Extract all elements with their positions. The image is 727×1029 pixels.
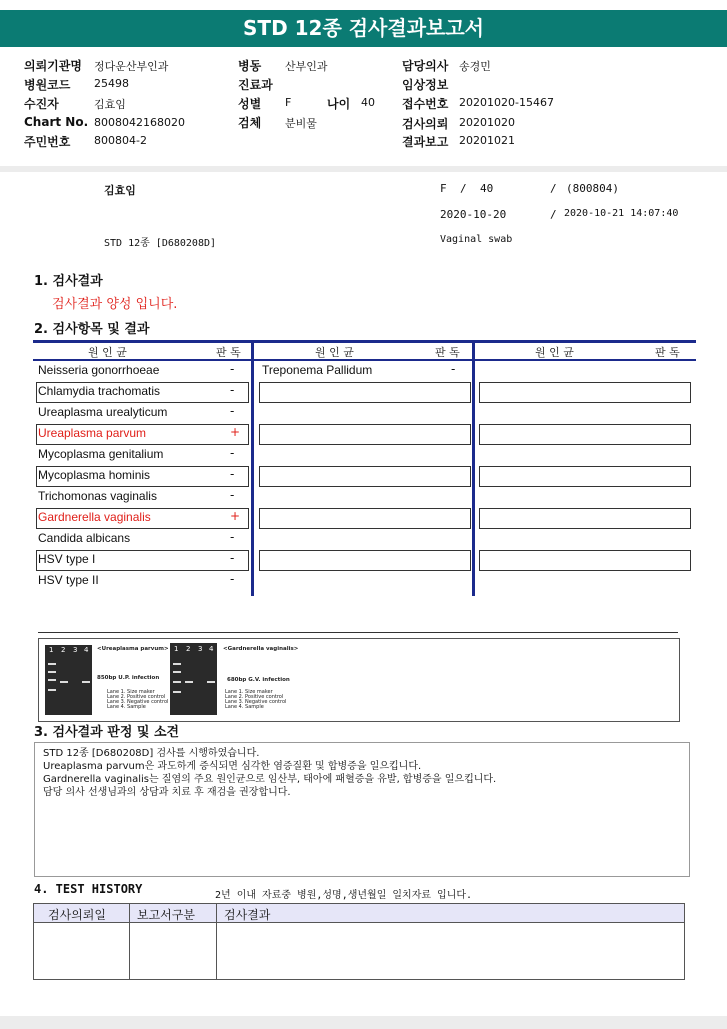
- label-patient: 수진자: [24, 97, 59, 111]
- row-box: [36, 550, 249, 571]
- value-receipt-no: 20201020-15467: [459, 96, 554, 109]
- lane-number: 4: [84, 646, 89, 654]
- label-sex: 성별: [238, 97, 262, 111]
- bottom-bar: [0, 1016, 727, 1029]
- judge-result: -: [230, 572, 235, 586]
- lane-number: 3: [198, 645, 203, 653]
- pathogen-name: Candida albicans: [38, 531, 131, 545]
- judge-result: -: [230, 551, 235, 565]
- label-chart-no: Chart No.: [24, 115, 89, 129]
- row-box: [259, 550, 471, 571]
- label-request-date: 검사의뢰: [402, 117, 449, 131]
- history-col-divider: [129, 904, 130, 979]
- value-resident-no: 800804-2: [94, 134, 147, 147]
- ladder-band: [173, 671, 181, 673]
- value-request-date: 20201020: [459, 116, 515, 129]
- column-divider: [472, 340, 475, 596]
- patient-sex: F: [440, 182, 447, 195]
- judge-result: -: [230, 362, 235, 376]
- row-box: [479, 424, 691, 445]
- row-box: [479, 550, 691, 571]
- section1-title: 1. 검사결과: [34, 274, 103, 289]
- gel-legend: Lane 2. Positive control: [225, 694, 284, 700]
- row-box: [259, 508, 471, 529]
- ladder-band: [48, 689, 56, 691]
- column-divider: [251, 340, 254, 596]
- gel-title-up: <Ureaplasma parvum>: [97, 646, 169, 652]
- judge-result: -: [230, 530, 235, 544]
- pathogen-name: Gardnerella vaginalis: [38, 510, 151, 524]
- label-department: 진료과: [238, 78, 273, 92]
- ladder-band: [173, 681, 181, 683]
- lane-number: 2: [186, 645, 191, 653]
- divider: [0, 166, 727, 172]
- patient-name: 김효임: [104, 184, 136, 197]
- judge-result: -: [230, 383, 235, 397]
- pathogen-name: HSV type II: [38, 573, 99, 587]
- opinion-line: Ureaplasma parvum은 과도하게 증식되면 심각한 염증질환 및 합병증을 일으킵니다.: [43, 761, 422, 772]
- history-header-row: [34, 904, 684, 923]
- pathogen-name: Trichomonas vaginalis: [38, 489, 157, 503]
- pathogen-name: Ureaplasma urealyticum: [38, 405, 168, 419]
- ladder-band: [48, 679, 56, 681]
- history-col-request-date: 검사의뢰일: [48, 908, 106, 922]
- col-pathogen: 원 인 균: [88, 346, 127, 359]
- gel-legend: Lane 1. Size maker: [107, 689, 155, 695]
- judge-result: -: [230, 488, 235, 502]
- opinion-line: STD 12종 [D680208D] 검사를 시행하였습니다.: [43, 748, 260, 759]
- gel-image-gv: [170, 643, 217, 715]
- row-box: [259, 382, 471, 403]
- opinion-line: 담당 의사 선생님과의 상담과 치료 후 재검을 권장합니다.: [43, 787, 291, 798]
- opinion-line: Gardnerella vaginalis는 질염의 주요 원인균으로 임산부, 태아에 패혈증을 유발, 합병증을 일으킵니다.: [43, 774, 497, 785]
- date-reported: 2020-10-21 14:07:40: [564, 208, 679, 219]
- row-box: [259, 424, 471, 445]
- value-chart-no: 8008042168020: [94, 116, 185, 129]
- label-age: 나이: [327, 97, 351, 111]
- judge-result: -: [451, 362, 456, 376]
- value-patient: 김효임: [94, 98, 126, 111]
- row-box: [36, 382, 249, 403]
- lane-number: 1: [174, 645, 179, 653]
- date-received: 2020-10-20: [440, 208, 507, 221]
- history-col-divider: [216, 904, 217, 979]
- sample-band: [207, 681, 215, 683]
- section3-title: 3. 검사결과 판정 및 소견: [34, 725, 180, 740]
- judge-result: -: [230, 404, 235, 418]
- lane-number: 3: [73, 646, 78, 654]
- slash: /: [550, 182, 557, 195]
- gel-legend: Lane 1. Size maker: [225, 689, 273, 695]
- row-box: [479, 382, 691, 403]
- col-pathogen: 원 인 균: [535, 346, 574, 359]
- label-ward: 병동: [238, 59, 262, 73]
- gel-legend: Lane 2. Positive control: [107, 694, 166, 700]
- sample-band: [185, 681, 193, 683]
- judge-result: -: [230, 446, 235, 460]
- value-doctor: 송경민: [459, 60, 491, 73]
- history-table: [33, 903, 685, 980]
- gel-band-up: 850bp U.P. infection: [97, 675, 160, 681]
- section4-title: 4. TEST HISTORY: [34, 882, 143, 896]
- label-hospital-code: 병원코드: [24, 78, 71, 92]
- gel-top-rule: [38, 632, 678, 633]
- judge-result: +: [230, 509, 241, 523]
- gel-legend: Lane 4. Sample: [225, 704, 264, 710]
- row-box: [36, 424, 249, 445]
- col-pathogen: 원 인 균: [315, 346, 354, 359]
- label-specimen: 검체: [238, 116, 262, 130]
- pathogen-name: HSV type I: [38, 552, 96, 566]
- pathogen-name: Mycoplasma genitalium: [38, 447, 164, 461]
- judge-result: +: [230, 425, 241, 439]
- value-report-date: 20201021: [459, 134, 515, 147]
- label-receipt-no: 접수번호: [402, 97, 449, 111]
- patient-birth: (800804): [566, 182, 619, 195]
- row-box: [36, 466, 249, 487]
- label-doctor: 담당의사: [402, 59, 449, 73]
- col-judge: 판 독: [216, 346, 241, 359]
- value-hospital-code: 25498: [94, 77, 129, 90]
- value-specimen: 분비물: [285, 117, 317, 130]
- gel-frame: [38, 638, 680, 722]
- row-box: [259, 466, 471, 487]
- section1-result: 검사결과 양성 입니다.: [52, 297, 178, 312]
- gel-image-up: [45, 645, 92, 715]
- col-judge: 판 독: [655, 346, 680, 359]
- row-box: [479, 508, 691, 529]
- sample-band: [82, 681, 90, 683]
- row-box: [36, 508, 249, 529]
- value-institution: 정다운산부인과: [94, 60, 169, 73]
- label-clinical-info: 임상정보: [402, 78, 449, 92]
- section2-title: 2. 검사항목 및 결과: [34, 322, 150, 337]
- gel-legend: Lane 4. Sample: [107, 704, 146, 710]
- col-judge: 판 독: [435, 346, 460, 359]
- ladder-band: [48, 671, 56, 673]
- pathogen-name: Neisseria gonorrhoeae: [38, 363, 160, 377]
- report-title: STD 12종 검사결과보고서: [0, 10, 727, 47]
- gel-band-gv: 680bp G.V. infection: [227, 677, 290, 683]
- row-box: [479, 466, 691, 487]
- specimen-type: Vaginal swab: [440, 234, 513, 245]
- label-resident-no: 주민번호: [24, 135, 71, 149]
- report-header: [0, 48, 727, 168]
- history-col-report-type: 보고서구분: [137, 908, 195, 922]
- sample-band: [60, 681, 68, 683]
- test-code: STD 12종 [D680208D]: [104, 238, 217, 249]
- gel-legend: Lane 3. Negative control: [107, 699, 169, 705]
- slash: /: [460, 182, 467, 195]
- lane-number: 4: [209, 645, 214, 653]
- ladder-band: [173, 663, 181, 665]
- gel-legend: Lane 3. Negative control: [225, 699, 287, 705]
- history-note: 2년 이내 자료중 병원,성명,생년월일 일치자료 입니다.: [215, 890, 473, 901]
- ladder-band: [173, 691, 181, 693]
- value-age: 40: [361, 96, 375, 109]
- pathogen-name: Ureaplasma parvum: [38, 426, 147, 440]
- label-institution: 의뢰기관명: [24, 59, 82, 73]
- title-bar: [0, 0, 727, 48]
- lane-number: 2: [61, 646, 66, 654]
- pathogen-name: Chlamydia trachomatis: [38, 384, 161, 398]
- pathogen-name: Treponema Pallidum: [262, 363, 373, 377]
- value-ward: 산부인과: [285, 60, 328, 73]
- value-sex: F: [285, 96, 292, 109]
- history-col-result: 검사결과: [224, 908, 271, 922]
- patient-age: 40: [480, 182, 494, 195]
- lane-number: 1: [49, 646, 54, 654]
- slash: /: [550, 208, 557, 221]
- label-report-date: 결과보고: [402, 135, 449, 149]
- ladder-band: [48, 663, 56, 665]
- gel-title-gv: <Gardnerella vaginalis>: [223, 646, 299, 652]
- results-table-header: [33, 340, 696, 361]
- opinion-box: [34, 742, 690, 877]
- judge-result: -: [230, 467, 235, 481]
- pathogen-name: Mycoplasma hominis: [38, 468, 151, 482]
